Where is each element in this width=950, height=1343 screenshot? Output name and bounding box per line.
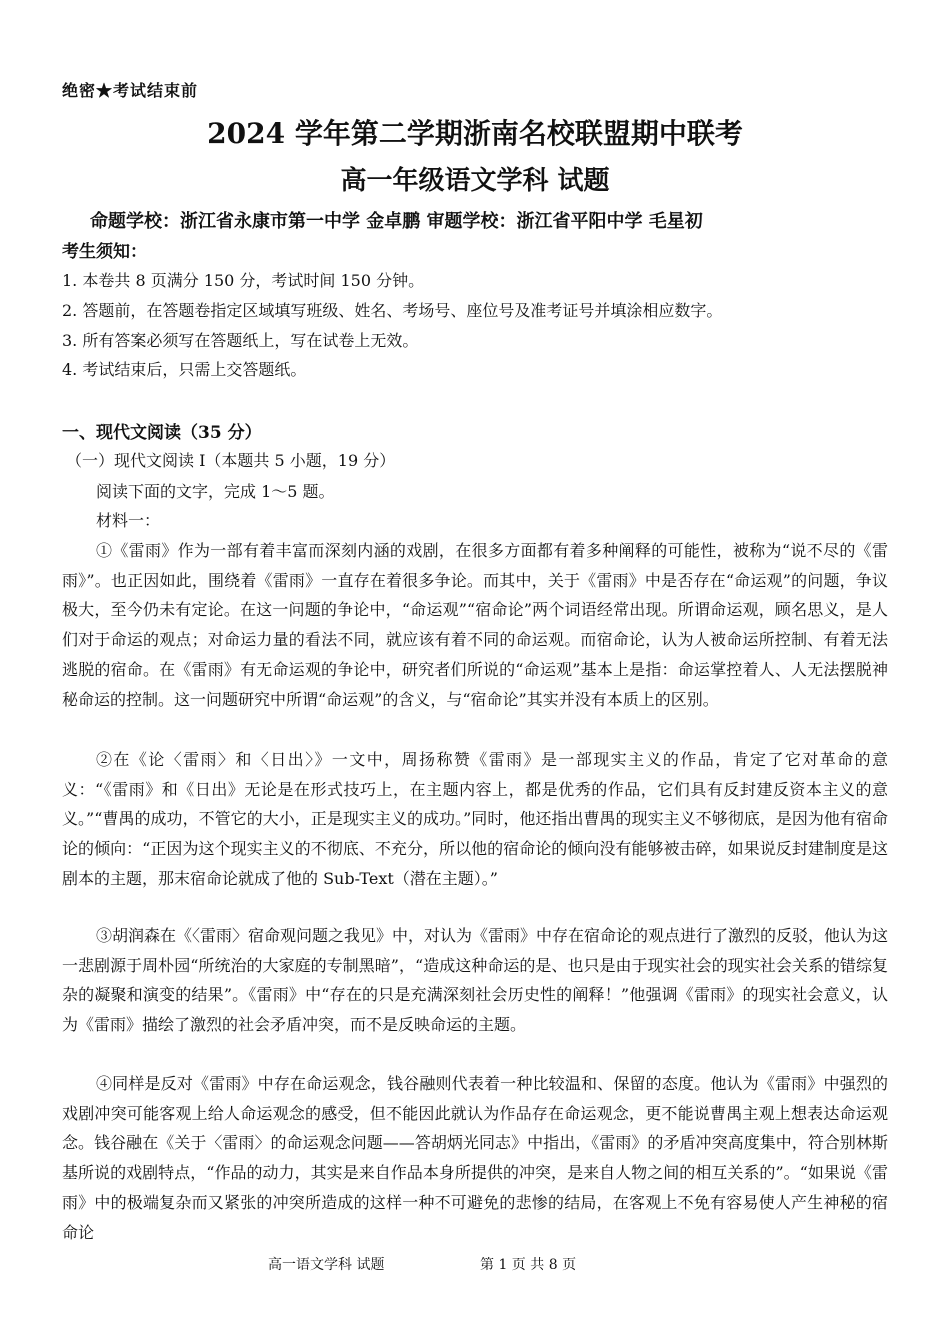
footer-page-info: 第 1 页 共 8 页: [480, 1257, 577, 1273]
exam-subtitle: 高一年级语文学科 试题: [340, 166, 610, 196]
notice-item: 1. 本卷共 8 页满分 150 分，考试时间 150 分钟。: [62, 271, 425, 290]
reading-instruction: 阅读下面的文字，完成 1～5 题。: [96, 482, 335, 501]
material-label: 材料一：: [96, 511, 161, 530]
paragraph-1: ①《雷雨》作为一部有着丰富而深刻内涵的戏剧，在很多方面都有着多种阐释的可能性，被称为“说不尽的《雷雨》”。也正因如此，围绕着《雷雨》一直存在着很多争论。而其中，关于《雷雨》中是否存在“命运观”的问题，争议极大，至今仍未有定论。在这一问题的争论中，“命运观”“宿命论”两个词语经常出现。所谓命运观，顾名思义，是人们对于命运的观点；对命运力量的看法不同，就应该有着不同的命运观。而宿命论，认为人被命运所控制、有着无法逃脱的宿命。在《雷雨》有无命运观的争论中，研究者们所说的“命运观”基本上是指：命运掌控着人、人无法摆脱神秘命运的控制。这一问题研究中所谓“命运观”的含义，与“宿命论”其实并没有本质上的区别。: [62, 541, 888, 709]
exam-title: 2024 学年第二学期浙南名校联盟期中联考: [207, 117, 743, 150]
section-heading: 一、现代文阅读（35 分）: [62, 423, 262, 443]
author-line: 命题学校：浙江省永康市第一中学 金卓鹏 审题学校：浙江省平阳中学 毛星初: [90, 211, 703, 232]
paragraph-4: ④同样是反对《雷雨》中存在命运观念，钱谷融则代表着一种比较温和、保留的态度。他认为《雷雨》中强烈的戏剧冲突可能客观上给人命运观念的感受，但不能因此就认为作品存在命运观念，更不能说曹禺主观上想表达命运观念。钱谷融在《关于〈雷雨〉的命运观念问题——答胡炳光同志》中指出，《雷雨》的矛盾冲突高度集中，符合别林斯基所说的戏剧特点，“作品的动力，其实是来自作品本身所提供的冲突，是来自人物之间的相互关系的”。“如果说《雷雨》中的极端复杂而又紧张的冲突所造成的这样一种不可避免的悲惨的结局，在客观上不免有容易使人产生神秘的宿命论: [62, 1074, 888, 1242]
notice-item: 4. 考试结束后，只需上交答题纸。: [62, 360, 307, 379]
footer-subject: 高一语文学科 试题: [268, 1257, 385, 1273]
subsection-heading: （一）现代文阅读 I（本题共 5 小题，19 分）: [66, 451, 396, 470]
notice-item: 2. 答题前，在答题卷指定区域填写班级、姓名、考场号、座位号及准考证号并填涂相应数字。: [62, 301, 723, 320]
paragraph-2: ②在《论〈雷雨〉和〈日出〉》一文中，周扬称赞《雷雨》是一部现实主义的作品，肯定了它对革命的意义：“《雷雨》和《日出》无论是在形式技巧上，在主题内容上，都是优秀的作品，它们具有反封建反资本主义的意义。”“曹禺的成功，不管它的大小，正是现实主义的成功。”同时，他还指出曹禺的现实主义不够彻底，是因为他有宿命论的倾向：“正因为这个现实主义的不彻底、不充分，所以他的宿命论的倾向没有能够被击碎，如果说反封建制度是这剧本的主题，那末宿命论就成了他的 Sub-Text（潜在主题）。”: [62, 750, 888, 888]
notice-item: 3. 所有答案必须写在答题纸上，写在试卷上无效。: [62, 331, 419, 350]
paragraph-3: ③胡润森在《〈雷雨〉宿命观问题之我见》中，对认为《雷雨》中存在宿命论的观点进行了激烈的反驳，他认为这一悲剧源于周朴园“所统治的大家庭的专制黑暗”，“造成这种命运的是、也只是由于现实社会的现实社会关系的错综复杂的凝聚和演变的结果”。《雷雨》中“存在的只是充满深刻社会历史性的阐释！”他强调《雷雨》的现实社会意义，认为《雷雨》描绘了激烈的社会矛盾冲突，而不是反映命运的主题。: [62, 926, 889, 1035]
secret-label: 绝密★考试结束前: [62, 81, 199, 100]
notice-heading: 考生须知：: [62, 242, 147, 262]
